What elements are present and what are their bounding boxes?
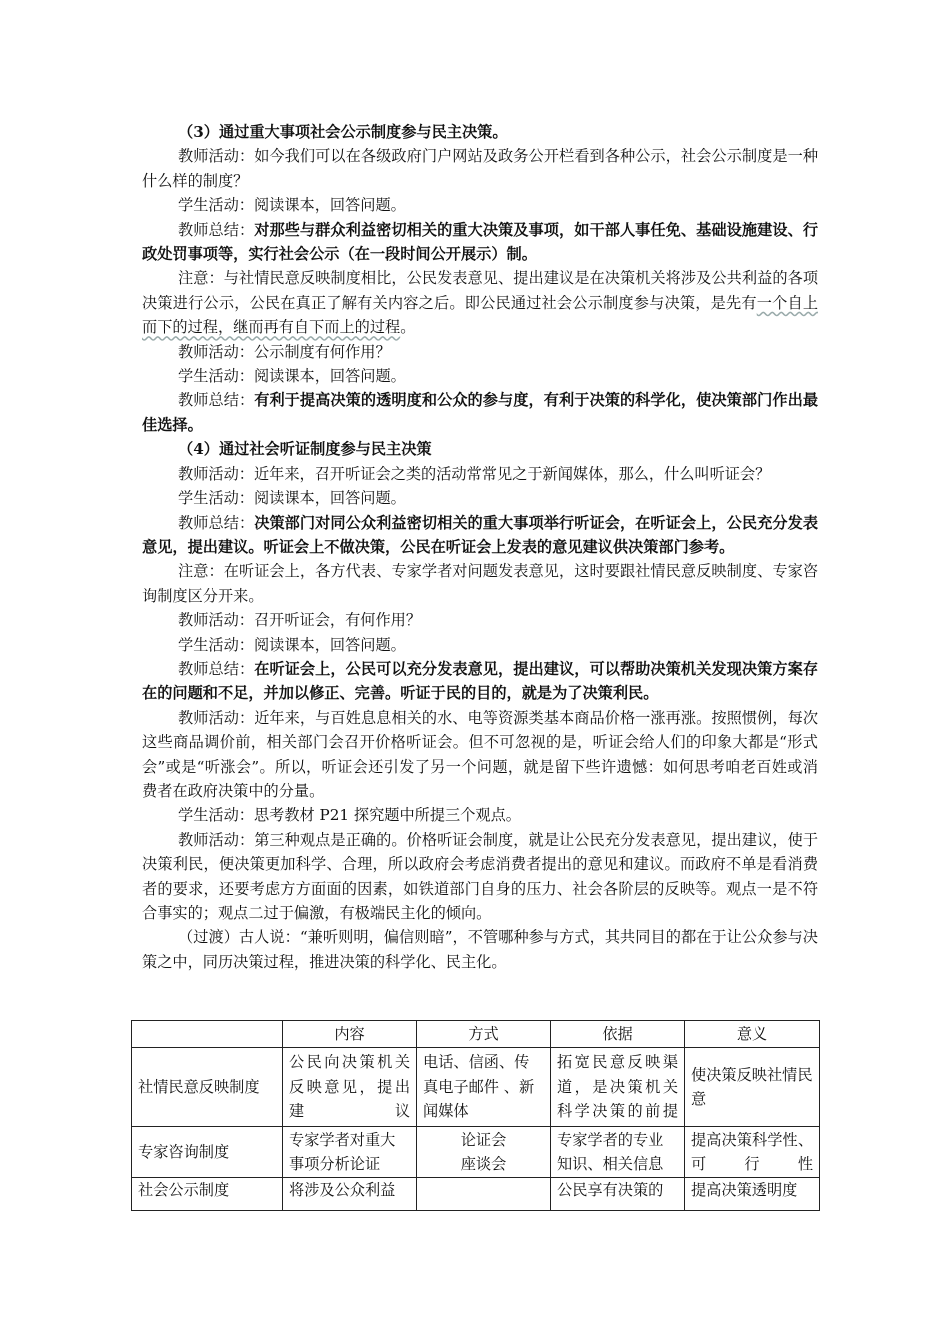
paragraph: 注意：在听证会上，各方代表、专家学者对问题发表意见，这时要跟社情民意反映制度、专家咨询制度区分开来。 [142,562,818,605]
paragraph: 学生活动：思考教材 P21 探究题中所提三个观点。 [178,806,521,825]
paragraph: 学生活动：阅读课本，回答问题。 [178,635,406,654]
table-cell: 专家学者对重大事项分析论证 [283,1127,417,1178]
table-row [132,1048,820,1127]
table-cell: 将涉及公众利益 [283,1178,417,1211]
label: 教师总结： [178,391,255,410]
label: 教师总结： [178,513,255,532]
paragraph: 学生活动：阅读课本，回答问题。 [178,367,406,386]
table-cell: 公民享有决策的 [551,1178,685,1211]
header-cell: 内容 [283,1021,417,1048]
table-cell: 专家学者的专业知识、相关信息 [551,1127,685,1178]
paragraph [142,218,818,267]
bold-summary: 有利于提高决策的透明度和公众的参与度，有利于决策的科学化，使决策部门作出最佳选择。 [142,391,819,434]
table-header-row [132,1021,820,1048]
table-cell [417,1127,551,1178]
comparison-table [131,1020,820,1211]
label: 教师总结： [178,220,255,239]
paragraph: 教师活动：如今我们可以在各级政府门户网站及政务公开栏看到各种公示，社会公示制度是一种什么样的制度？ [142,147,818,190]
table-cell: 公民向决策机关反映意见，提出建议 [283,1048,417,1127]
paragraph [142,388,818,437]
table-cell: 使决策反映社情民意 [685,1048,820,1127]
header-cell [132,1021,283,1048]
bold-summary: 决策部门对同公众利益密切相关的重大事项举行听证会，在听证会上，公民充分发表意见，提出建议。听证会上不做决策，公民在听证会上发表的意见建议供决策部门参考。 [142,513,819,556]
text: 注意：与社情民意反映制度相比，公民发表意见、提出建议是在决策机关将涉及公共利益的各项决策进行公示，公民在真正了解有关内容之后。即公民通过社会公示制度参与决策，是先有 [142,269,818,312]
paragraph [142,266,818,339]
row-label: 社情民意反映制度 [132,1048,283,1127]
table-cell: 电话、信函、传真电子邮件 、新闻媒体 [417,1048,551,1127]
row-label: 专家咨询制度 [132,1127,283,1178]
table-cell: 提高决策科学性、可行性 [685,1127,820,1178]
paragraph: 教师活动：近年来，召开听证会之类的活动常常见之于新闻媒体，那么，什么叫听证会？ [178,464,771,483]
paragraph: 教师活动：第三种观点是正确的。价格听证会制度，就是让公民充分发表意见，提出建议，使于决策利民，便决策更加科学、合理，所以政府会考虑消费者提出的意见和建议。而政府不单是看消费者的要求，还要考虑方方面面的因素，如铁道部门自身的压力、社会各阶层的反映等。观点一是不符合事实的；观点二过于偏激，有极端民主化的倾向。 [142,830,818,922]
section-heading-3: （3）通过重大事项社会公示制度参与民主决策。 [178,123,508,141]
header-cell: 方式 [417,1021,551,1048]
header-cell: 意义 [685,1021,820,1048]
section-heading-4: （4）通过社会听证制度参与民主决策 [178,440,432,459]
label: 教师总结： [178,659,255,678]
row-label: 社会公示制度 [132,1178,283,1211]
wavy-underlined-text: 一个自上而下的过程，继而再有自下而上的过程 [142,293,819,337]
table-row [132,1178,820,1211]
table-cell: 提高决策透明度 [685,1178,820,1211]
document-body [142,120,818,974]
paragraph: 学生活动：阅读课本，回答问题。 [178,196,406,215]
table-row [132,1127,820,1178]
paragraph: 教师活动：召开听证会，有何作用？ [178,611,421,630]
bold-summary: 在听证会上，公民可以充分发表意见，提出建议，可以帮助决策机关发现决策方案存在的问题和不足，并加以修正、完善。听证于民的目的，就是为了决策利民。 [142,659,819,703]
paragraph: 教师活动：近年来，与百姓息息相关的水、电等资源类基本商品价格一涨再涨。按照惯例，每次这些商品调价前，相关部门会召开价格听证会。但不可忽视的是，听证会给人们的印象大都是“形式会”或是“听涨会”。所以，听证会还引发了另一个问题，就是留下些许遗憾：如何思考咱老百姓或消费者在政府决策中的分量。 [142,708,818,800]
transition-paragraph: （过渡）古人说：“兼听则明，偏信则暗”，不管哪种参与方式，其共同目的都在于让公众参与决策之中，同历决策过程，推进决策的科学化、民主化。 [142,928,818,971]
method-line: 论证会 [460,1130,507,1149]
method-line: 座谈会 [460,1155,507,1173]
paragraph [142,657,818,706]
bold-summary: 对那些与群众利益密切相关的重大决策及事项，如干部人事任免、基础设施建设、行政处罚事项等，实行社会公示（在一段时间公开展示）制。 [142,220,819,264]
table-cell [417,1178,551,1211]
table-cell: 拓宽民意反映渠道，是决策机关科学决策的前提 [551,1048,685,1127]
header-cell: 依据 [551,1021,685,1048]
paragraph [142,511,818,560]
text: 。 [400,318,416,337]
paragraph: 教师活动：公示制度有何作用？ [178,342,391,361]
paragraph: 学生活动：阅读课本，回答问题。 [178,489,406,508]
